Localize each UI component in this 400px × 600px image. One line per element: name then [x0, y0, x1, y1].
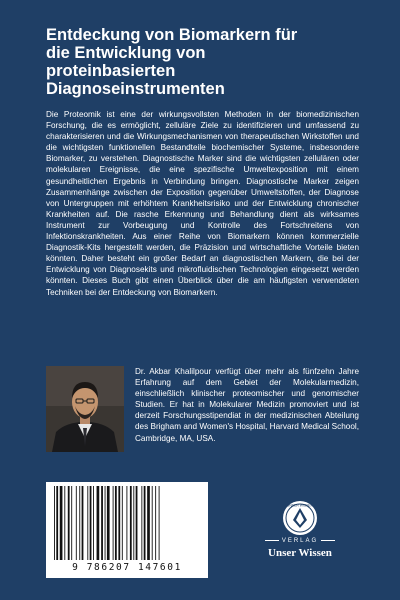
title-line: Diagnoseinstrumenten [46, 80, 225, 98]
barcode-bar [141, 486, 142, 560]
barcode-bar [155, 486, 156, 560]
barcode-bar [136, 486, 138, 560]
barcode-bar [76, 486, 77, 560]
barcode-bar [97, 486, 100, 560]
barcode-bar [126, 486, 127, 560]
title-line: Entdeckung von Biomarkern für [46, 26, 298, 44]
barcode-bar [87, 486, 88, 560]
barcode-bar [115, 486, 117, 560]
isbn-barcode [46, 482, 208, 578]
title-line: proteinbasierten [46, 62, 176, 80]
barcode-bar [79, 486, 80, 560]
barcode-bar [133, 486, 134, 560]
barcode-bars [52, 486, 202, 560]
author-photo [46, 366, 124, 452]
barcode-bar [113, 486, 114, 560]
barcode-bar [54, 486, 55, 560]
author-bio: Dr. Akbar Khalilpour verfügt über mehr als fünfzehn Jahre Erfahrung auf dem Gebiet der Molekularmedizin, einschließlich klinischer proteomischer und genomischer Studien. Er hat in Molekularer Medizin promoviert und ist derzeit Forschungsstipendiat in der medizinischen Abteilung des Brigham and Women's Hospital, Harvard Medical School, Cambridge, MA, USA. [135, 367, 359, 443]
barcode-bar [60, 486, 63, 560]
verlag-text: VERLAG [281, 538, 319, 544]
barcode-bar [130, 486, 132, 560]
title-line: die Entwicklung von [46, 44, 206, 62]
barcode-bar [64, 486, 65, 560]
publisher-logo-text: UNSER WISSEN [286, 503, 314, 508]
barcode-bar [68, 486, 70, 560]
barcode-bar [122, 486, 123, 560]
book-title [46, 26, 376, 98]
book-description: Die Proteomik ist eine der wirkungsvollsten Methoden in der biomedizinischen Forschung, die es ermöglicht, zelluläre Ziele zu identifizieren und umfassend zu charakterisieren und die Wirkungsmechanismen von therapeutischen Wirkstoffen und die wichtigsten funktionellen Bestandteile biochemischer Systeme, insbesondere Biomarker, zu verstehen. Diagnostische Marker sind die wichtigsten zellulären oder molekularen Ereignisse, die eine spezifische Umweltexposition mit einem gesundheitlichen Ergebnis in Verbindung bringen. Diagnostische Marker zeigen Zusammenhänge zwischen der Exposition gegenüber Umweltstoffen, der Diagnose von Untergruppen mit erhöhtem Krankheitsrisiko und der Entwicklung chronischer Krankheiten auf. Die rasche Erkennung und Behandlung dient als wirksames Instrument zur Vorbeugung und Kontrolle des Fortschreitens von Infektionskrankheiten. Aus einer Reihe von Biomarkern können kommerzielle Diagnostik-Kits hergestellt werden, die Präzision und wirtschaftliche Vorteile bieten könnten. Daher besteht ein großer Bedarf an diagnostischen Markern, die bei der Entwicklung von Diagnosekits und mikrofluidischen Technologien eingesetzt werden könnten. Dieses Buch gibt einen Überblick über die am häufigsten verwendeten Techniken bei der Entdeckung von Biomarkern. [46, 110, 359, 297]
barcode-bar [101, 486, 103, 560]
barcode-bar [93, 486, 94, 560]
barcode-bar [90, 486, 92, 560]
barcode-bar [144, 486, 146, 560]
barcode-bar [107, 486, 110, 560]
barcode-bar [71, 486, 72, 560]
publisher-logo-icon [282, 500, 318, 536]
barcode-bar [147, 486, 150, 560]
barcode-bar [152, 486, 153, 560]
barcode-number: 9 786207 147601 [72, 562, 182, 573]
barcode-bar [159, 486, 160, 560]
publisher-block [252, 500, 348, 570]
barcode-bar [82, 486, 84, 560]
publisher-name: Unser Wissen [268, 547, 332, 559]
publisher-verlag-label [252, 538, 348, 544]
barcode-bar [118, 486, 120, 560]
barcode-bar [56, 486, 58, 560]
barcode-bar [105, 486, 106, 560]
author-portrait-image [46, 366, 124, 452]
